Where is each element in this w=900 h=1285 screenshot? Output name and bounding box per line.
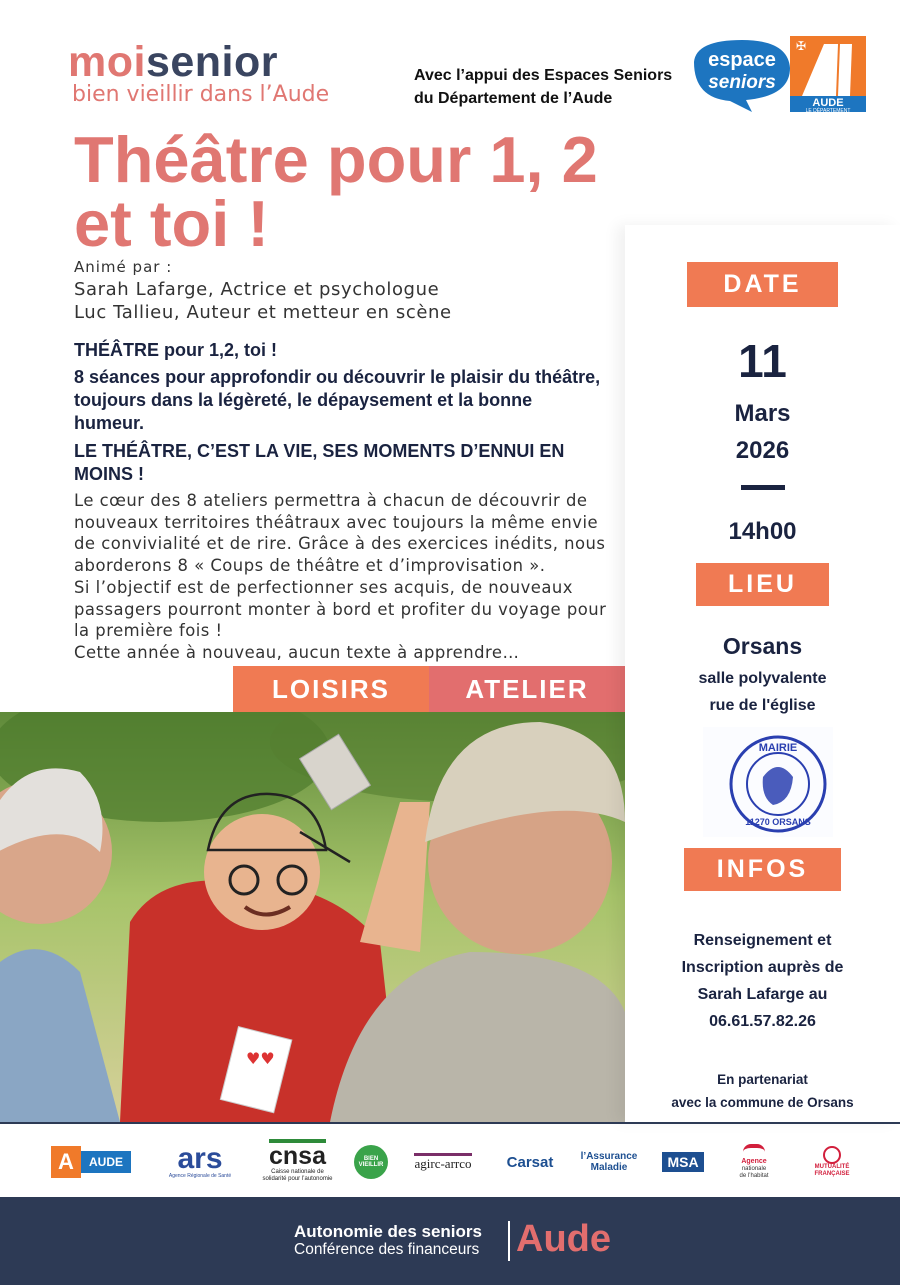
footer-line-1: Autonomie des seniors	[294, 1222, 482, 1241]
es-aude: AUDE	[812, 97, 844, 109]
anah-line-2: nationale	[741, 1166, 767, 1172]
partnership-line: avec la commune de Orsans	[671, 1095, 854, 1110]
brand-logo	[68, 38, 278, 87]
ars-logo	[160, 1142, 240, 1182]
brand-senior: senior	[145, 38, 278, 86]
infos-text	[625, 927, 900, 1035]
partnership-text	[625, 1068, 900, 1114]
cnsa-logo	[255, 1136, 340, 1186]
support-line-1: Avec l’appui des Espaces Seniors	[414, 67, 673, 84]
footer-region: Aude	[516, 1218, 611, 1260]
partnership-line: En partenariat	[717, 1072, 808, 1087]
facilitator-1: Sarah Lafarge, Actrice et psychologue	[74, 279, 440, 300]
description-line: nouveaux territoires théâtraux avec toujours la même envie	[74, 512, 599, 532]
description-line: aborderons 8 « Coups de théâtre et d’improvisation ».	[74, 556, 546, 576]
msa-logo	[656, 1142, 710, 1182]
infos-phone: 06.61.57.82.26	[709, 1013, 816, 1030]
brand-moi: moi	[68, 38, 146, 86]
agirc-arrco-logo	[403, 1142, 483, 1182]
date-month: Mars	[734, 400, 791, 427]
mairie-stamp	[703, 727, 833, 837]
ameli-line-2: Maladie	[590, 1162, 628, 1173]
espace-seniors-logo	[690, 34, 866, 114]
aude-partner-logo: A AUDE	[38, 1142, 144, 1182]
description-line: passagers pourront monter à bord et profiter du voyage pour	[74, 599, 607, 619]
es-line2: seniors	[708, 72, 776, 93]
bien-vieillir-text: BIEN VIEILLIR	[354, 1145, 388, 1179]
stamp-top-text: MAIRIE	[758, 742, 798, 754]
mutualite-logo	[806, 1142, 858, 1182]
footer-bar	[0, 1197, 900, 1285]
es-dept: LE DÉPARTEMENT	[805, 108, 851, 114]
bien-vieillir-logo	[352, 1142, 390, 1182]
event-time: 14h00	[728, 518, 797, 545]
assurance-maladie-logo	[573, 1142, 645, 1182]
tag-loisirs: LOISIRS	[233, 666, 429, 712]
carsat-text: Carsat	[506, 1153, 554, 1171]
svg-text:✠: ✠	[796, 39, 807, 53]
highlight-2: 8 séances pour approfondir ou découvrir le plaisir du théâtre, toujours dans la légèreté, le dépaysement et la bonne humeur.	[74, 367, 601, 433]
footer-text	[294, 1222, 482, 1259]
support-line-2: du Département de l’Aude	[414, 90, 613, 107]
ars-logo-text: ars	[177, 1142, 223, 1175]
date-badge: DATE	[687, 262, 838, 307]
infos-line: Inscription auprès de	[681, 959, 844, 976]
page-title	[74, 123, 634, 260]
mutualite-line-2: FRANÇAISE	[814, 1171, 850, 1177]
footer-divider	[508, 1221, 510, 1261]
lieu-badge: LIEU	[696, 563, 829, 606]
brand-tagline: bien vieillir dans l’Aude	[72, 82, 330, 107]
date-separator	[741, 485, 785, 490]
description-line: Le cœur des 8 ateliers permettra à chacun de découvrir de	[74, 491, 588, 510]
title-line-2: et toi !	[74, 187, 269, 260]
description-line: la première fois !	[74, 621, 223, 641]
es-line1: espace	[708, 49, 776, 71]
venue-line-1: salle polyvalente	[698, 670, 827, 687]
infos-badge: INFOS	[684, 848, 841, 891]
date-year: 2026	[735, 437, 790, 464]
agirc-arrco-text: agirc-arrco	[414, 1153, 471, 1172]
ameli-line-1: l’Assurance	[580, 1151, 638, 1162]
description	[74, 490, 619, 664]
facilitators-intro: Animé par :	[74, 258, 173, 276]
logos-divider	[0, 1122, 900, 1124]
highlight-1: THÉÂTRE pour 1,2, toi !	[74, 340, 278, 360]
mutualite-line-1: MUTUALITÉ	[814, 1164, 850, 1170]
anah-logo	[728, 1142, 780, 1182]
title-line-1: Théâtre pour 1, 2	[74, 123, 598, 196]
description-line: de convivialité et de rire. Grâce à des exercices inédits, nous	[74, 534, 606, 554]
description-line: Si l’objectif est de perfectionner ses acquis, de nouveaux	[74, 577, 573, 597]
carsat-logo	[495, 1142, 565, 1182]
aude-logo-text: AUDE	[81, 1151, 131, 1173]
infos-line: Sarah Lafarge au	[697, 986, 828, 1003]
footer-line-2: Conférence des financeurs	[294, 1241, 480, 1258]
msa-text: MSA	[662, 1152, 703, 1172]
anah-line-3: de l’habitat	[739, 1173, 769, 1179]
support-text	[414, 64, 672, 110]
venue-city: Orsans	[722, 633, 803, 659]
facilitator-2: Luc Tallieu, Auteur et metteur en scène	[74, 302, 452, 323]
ars-logo-sub: Agence Régionale de Santé	[168, 1173, 232, 1179]
stamp-bottom-text: 11270 ORSANS	[745, 817, 811, 827]
seniors-playing-cards-photo	[0, 712, 625, 1122]
anah-line-1: Agence	[741, 1158, 767, 1165]
highlight-3: LE THÉÂTRE, C’EST LA VIE, SES MOMENTS D’ENNUI EN MOINS !	[74, 441, 565, 484]
svg-text:♥♥: ♥♥	[246, 1049, 275, 1068]
date-day: 11	[738, 335, 787, 387]
cnsa-logo-text: cnsa	[269, 1139, 326, 1169]
description-line: Cette année à nouveau, aucun texte à apprendre…	[74, 642, 520, 662]
venue-line-2: rue de l'église	[709, 697, 816, 714]
cnsa-sub-2: solidarité pour l’autonomie	[262, 1176, 333, 1182]
tag-atelier: ATELIER	[429, 666, 625, 712]
infos-line: Renseignement et	[693, 932, 832, 949]
cnsa-sub-1: Caisse nationale de	[271, 1169, 324, 1175]
